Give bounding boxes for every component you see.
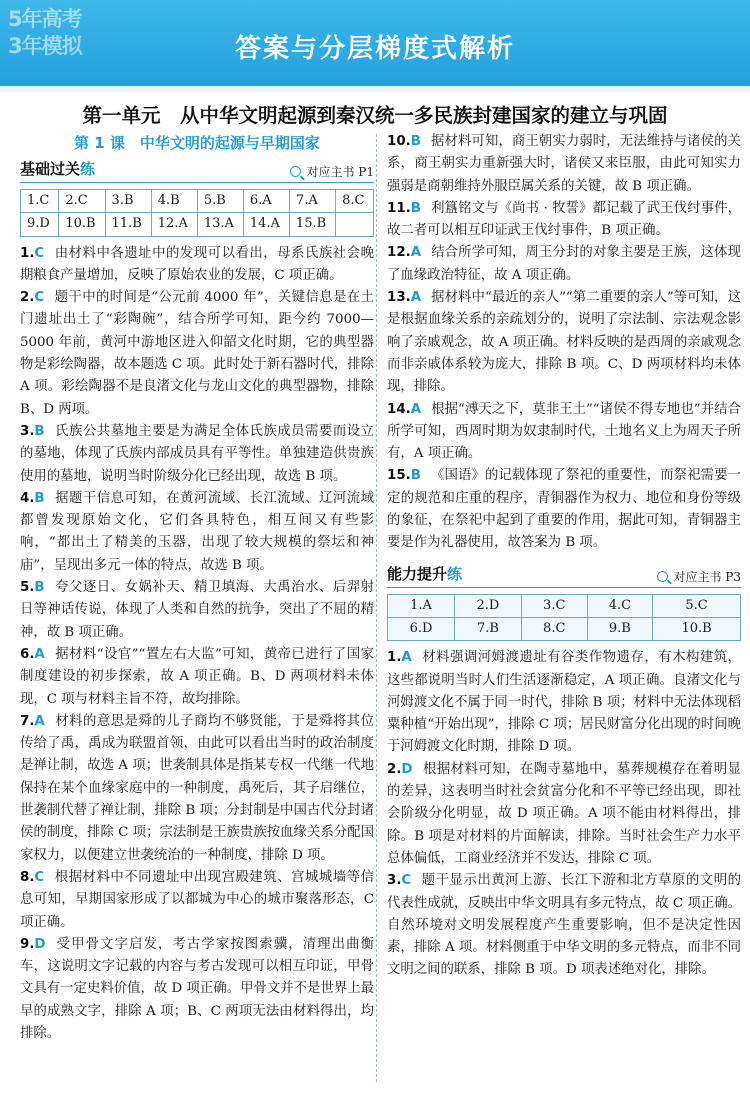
- explanation-item: [387, 759, 741, 870]
- item-number: 11.: [387, 200, 411, 216]
- left-column: [20, 132, 374, 1045]
- basic-title-prefix: 基础过关: [20, 160, 81, 178]
- item-text: 由材料中各遗址中的发现可以看出，母系氏族社会晚期粮食产量增加，反映了原始农业的发展，C 项正确。: [20, 245, 374, 283]
- answer-cell: 11.B: [105, 213, 151, 236]
- answer-cell: 9.B: [587, 617, 653, 640]
- item-number: 2.: [387, 761, 402, 777]
- item-number: 13.: [387, 290, 411, 306]
- explanation-item: [387, 465, 741, 554]
- item-answer: C: [34, 290, 45, 306]
- table-row: [388, 617, 741, 640]
- item-number: 1.: [387, 650, 402, 666]
- explanation-item: [387, 287, 741, 398]
- item-answer: B: [410, 134, 421, 149]
- item-number: 15.: [387, 468, 411, 484]
- answer-cell: 7.A: [289, 190, 335, 213]
- answer-cell: 13.A: [197, 213, 243, 236]
- explanation-item: [20, 711, 374, 867]
- item-answer: A: [34, 713, 45, 729]
- item-text: 氏族公共墓地主要是为满足全体氏族成员需要而设立的墓地，体现了氏族内部成员具有平等性。单独建造供贵族使用的墓地，说明当时阶级分化已经出现，故选 B 项。: [20, 423, 374, 484]
- item-text: 材料强调河姆渡遗址有谷类作物遗存，有木构建筑，这些都说明当时人们生活逐渐稳定，A 项正确。良渚文化与河姆渡文化不属于同一时代，排除 B 项；材料中无法体现稻粟种植“开始出现”，排除 C 项；居民财富分化出现的时间晚于河姆渡文化时期，排除 D 项。: [387, 650, 741, 755]
- item-text: 材料的意思是舜的儿子商均不够贤能，于是舜将其位传给了禹，禹成为联盟首领，由此可以看出当时的政治制度是禅让制，故选 A 项；世袭制具体是指某专权一代继一代地保持在某个血缘家庭中的一种制度，禹死后，其子启继位，世袭制代替了禅让制，排除 B 项；分封制是中国古代分封诸侯的制度，排除 C 项；宗法制是王族贵族按血缘关系分配国家权力，以便建立世袭统治的一种制度，排除 D 项。: [20, 713, 374, 863]
- answer-cell: 6.A: [243, 190, 289, 213]
- item-text: 据题干信息可知，在黄河流域、长江流域、辽河流域都曾发现原始文化，它们各具特色，相互间又有些影响，“都出土了精美的玉器，出现了较大规模的祭坛和神庙”，呈现出多元一体的特点，故选 B 项。: [20, 490, 374, 573]
- item-text: 《国语》的记载体现了祭祀的重要性，而祭祀需要一定的规范和庄重的程序，青铜器作为权力、地位和身份等级的象征，在祭祀中起到了重要的作用，据此可知，青铜器主要是作为礼器使用，故答案为 B 项。: [387, 468, 741, 551]
- item-text: 根据材料可知，在陶寺墓地中，墓葬规模存在着明显的差异，这表明当时社会贫富分化和不平等已经出现，即社会阶级分化明显，故 D 项正确。A 项不能由材料得出，排除。B 项是对材料的片面解读，排除。当时社会生产力水平总体偏低，工商业经济并不发达，排除 C 项。: [387, 761, 741, 866]
- explanation-item: [387, 870, 741, 981]
- item-text: 结合所学可知，周王分封的对象主要是王族，这体现了血缘政治特征，故 A 项正确。: [387, 245, 741, 283]
- basic-section-header: [20, 158, 374, 183]
- item-text: 据材料中“最近的亲人”“第二重要的亲人”等可知，这是根据血缘关系的亲疏划分的，说明了宗法制、宗法观念影响了亲戚观念，故 A 项正确。材料反映的是西周的亲戚观念而非亲戚体系较为庞大，排除 B 项。C、D 两项材料均未体现，排除。: [387, 290, 741, 395]
- table-row: [21, 213, 374, 236]
- answer-cell: 4.C: [587, 594, 653, 617]
- answer-cell: 10.B: [653, 617, 741, 640]
- item-text: 根据材料中不同遗址中出现宫殿建筑、宫城城墙等信息可知，早期国家形成了以都城为中心的城市聚落形态，C 项正确。: [20, 869, 374, 930]
- search-icon: [657, 571, 668, 582]
- item-answer: D: [401, 761, 413, 777]
- explanation-item: [20, 287, 374, 421]
- advance-section-title: [387, 563, 462, 585]
- explanation-item: [20, 421, 374, 488]
- item-answer: A: [410, 401, 422, 417]
- item-number: 3.: [387, 873, 402, 889]
- logo-line-2: 3年模拟: [8, 34, 82, 58]
- advance-ref-text: 对应主书 P3: [673, 569, 741, 584]
- explanation-item: [387, 399, 741, 466]
- item-number: 10.: [387, 134, 411, 149]
- item-text: 利簋铭文与《尚书 · 牧誓》都记载了武王伐纣事件，故二者可以相互印证武王伐纣事件，B 项正确。: [387, 200, 741, 239]
- item-text: 受甲骨文字启发，考古学家按图索骥，清理出曲衡车，这说明文字记载的内容与考古发现可以相互印证，甲骨文具有一定史料价值，故 D 项正确。甲骨文并不是世界上最早的成熟文字，排除 A 项；B、C 两项无法由材料得出，均排除。: [20, 936, 375, 1041]
- unit-title: 第一单元 从中华文明起源到秦汉统一多民族封建国家的建立与巩固: [82, 104, 668, 127]
- item-number: 8.: [20, 869, 35, 885]
- item-number: 3.: [20, 423, 35, 439]
- item-answer: A: [401, 650, 412, 666]
- advance-title-prefix: 能力提升: [387, 564, 448, 583]
- table-row: [21, 190, 374, 213]
- basic-section-title: [20, 158, 95, 180]
- column-divider: [376, 134, 377, 1082]
- explanation-item: [20, 577, 374, 644]
- answer-cell: 3.C: [521, 594, 587, 617]
- item-answer: B: [34, 423, 45, 439]
- item-text: 夸父逐日、女娲补天、精卫填海、大禹治水、后羿射日等神话传说，体现了人类和自然的抗争，突出了不屈的精神，故 B 项正确。: [20, 580, 374, 640]
- item-answer: D: [34, 936, 46, 952]
- item-number: 12.: [387, 245, 411, 261]
- answer-cell: 5.C: [653, 594, 741, 617]
- item-answer: C: [401, 873, 412, 889]
- answer-cell: 1.A: [388, 594, 455, 617]
- item-answer: A: [34, 646, 45, 662]
- answer-cell: 10.B: [59, 213, 105, 236]
- explanation-item: [20, 243, 374, 288]
- answer-cell: 9.D: [21, 213, 59, 236]
- basic-ref-text: 对应主书 P1: [306, 165, 374, 179]
- answer-cell: 3.B: [105, 190, 151, 213]
- advance-answer-table: [387, 594, 741, 642]
- basic-title-suffix: 练: [80, 160, 96, 178]
- item-text: 据材料“设官”“置左右大监”可知，黄帝已进行了国家制度建设的初步探索，故 A 项正确。B、D 两项材料未体现，C 项与材料主旨不符，故均排除。: [20, 646, 374, 707]
- answer-cell: 6.D: [388, 617, 455, 640]
- advance-section-header: [387, 563, 741, 588]
- advance-title-suffix: 练: [447, 564, 463, 583]
- item-answer: C: [34, 245, 45, 261]
- item-number: 2.: [20, 290, 35, 306]
- item-answer: A: [410, 245, 422, 261]
- explanation-item: [387, 131, 741, 198]
- item-number: 5.: [20, 580, 35, 596]
- item-number: 6.: [20, 646, 35, 662]
- advance-section-ref: [657, 566, 741, 588]
- explanation-item: [387, 198, 741, 243]
- answer-cell: 15.B: [289, 213, 335, 236]
- answer-cell: 12.A: [151, 213, 197, 236]
- item-number: 9.: [20, 936, 35, 952]
- item-answer: B: [34, 580, 45, 596]
- answer-cell: 1.C: [21, 190, 59, 213]
- right-column: [387, 131, 741, 982]
- item-number: 14.: [387, 401, 411, 417]
- item-answer: A: [410, 290, 422, 306]
- lesson-title: 第 1 课 中华文明的起源与早期国家: [74, 134, 320, 152]
- item-text: 题干中的时间是“公元前 4000 年”，关键信息是在土门遗址出土了“彩陶碗”，结合所学可知，距今约 7000—5000 年前，黄河中游地区进入仰韶文化时期，它的典型器物是彩绘陶器，故本题选 C 项。此时处于新石器时代，排除 A 项。彩绘陶器不是良渚文化与龙山文化的典型器物，排除 B、D 两项。: [20, 290, 374, 417]
- explanation-item: [20, 934, 374, 1045]
- explanation-item: [20, 644, 374, 711]
- answer-cell: 14.A: [243, 213, 289, 236]
- answer-cell: 2.D: [454, 594, 521, 617]
- item-answer: B: [34, 490, 45, 506]
- answer-cell: 8.C: [336, 190, 374, 213]
- explanation-item: [387, 242, 741, 287]
- basic-section-ref: [290, 161, 374, 183]
- item-text: 题干显示出黄河上游、长江下游和北方草原的文明的代表性成就，反映出中华文明具有多元特点，故 C 项正确。自然环境对文明发展程度产生重要影响，但不是决定性因素，排除 A 项。材料侧重于中华文明的多元特点，而非不同文明之间的联系，排除 B 项。D 项表述绝对化，排除。: [387, 873, 741, 978]
- answer-cell: 4.B: [151, 190, 197, 213]
- answer-cell: 5.B: [197, 190, 243, 213]
- explanation-item: [387, 647, 741, 758]
- item-answer: B: [410, 200, 421, 216]
- page-title: 答案与分层梯度式解析: [234, 34, 515, 64]
- logo-line-1: 5年高考: [8, 7, 82, 31]
- item-number: 7.: [20, 713, 35, 729]
- search-icon: [290, 166, 301, 177]
- answer-cell: 2.C: [59, 190, 105, 213]
- explanation-item: [20, 488, 374, 577]
- table-row: [388, 594, 741, 617]
- answer-cell: 8.C: [521, 617, 587, 640]
- item-number: 1.: [20, 245, 35, 261]
- answer-cell: [336, 213, 374, 236]
- item-text: 根据“溥天之下，莫非王土”“诸侯不得专地也”并结合所学可知，西周时期为奴隶制时代，土地名义上为周天子所有，A 项正确。: [387, 401, 741, 462]
- basic-answer-table: [20, 189, 374, 237]
- explanation-item: [20, 867, 374, 934]
- answer-cell: 7.B: [454, 617, 521, 640]
- item-number: 4.: [20, 490, 35, 506]
- header-stripe: [0, 86, 750, 92]
- item-answer: C: [34, 869, 45, 885]
- item-answer: B: [410, 468, 421, 484]
- item-text: 据材料可知，商王朝实力弱时，无法维持与诸侯的关系，商王朝实力重新强大时，诸侯又来臣服，由此可知实力强弱是商朝维持外服臣属关系的关键，故 B 项正确。: [387, 134, 741, 194]
